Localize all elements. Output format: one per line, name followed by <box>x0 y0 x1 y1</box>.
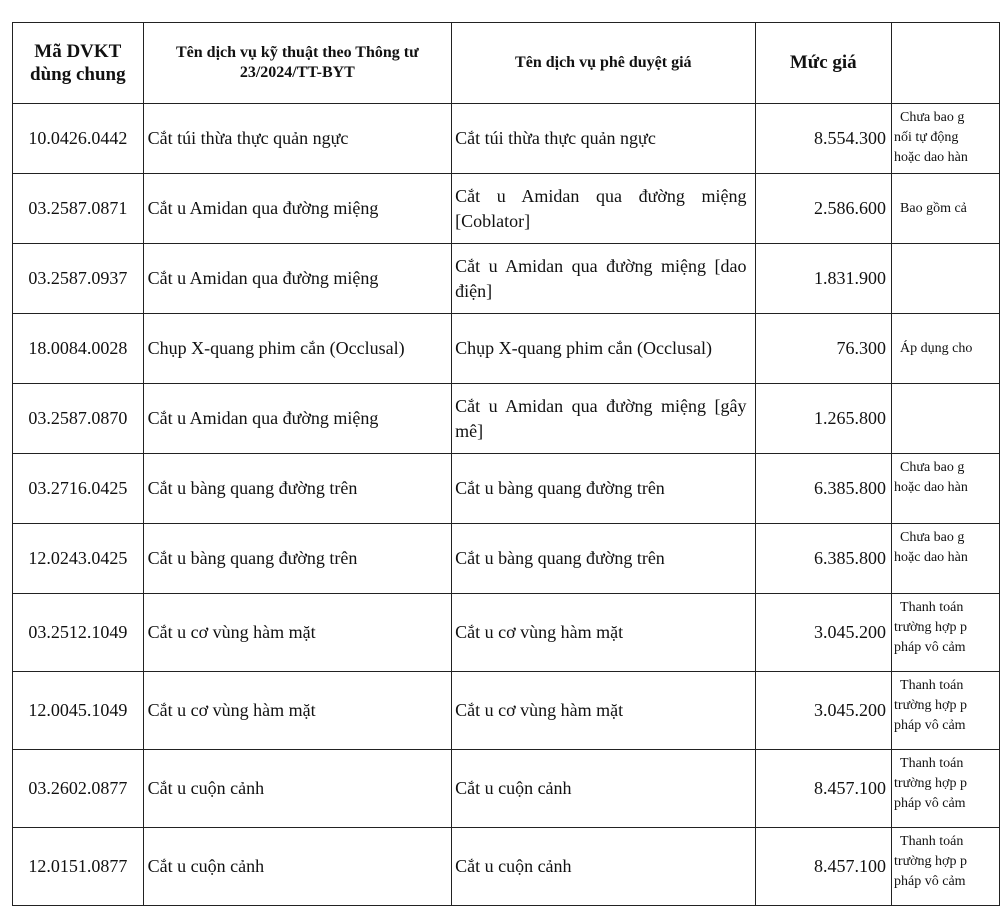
table-row <box>13 104 1000 174</box>
cell-approved-name: Cắt u Amidan qua đường miệng [dao điện] <box>452 244 755 314</box>
note-line: trường hợp p <box>894 698 967 713</box>
table-row <box>13 524 1000 594</box>
cell-circular-name: Cắt u bàng quang đường trên <box>143 454 451 524</box>
cell-circular-name: Cắt túi thừa thực quản ngực <box>143 104 451 174</box>
note-line: Chưa bao g <box>900 110 965 125</box>
note-line: Thanh toán <box>900 834 964 849</box>
cell-approved-name: Cắt u Amidan qua đường miệng [gây mê] <box>452 384 755 454</box>
cell-approved-name: Cắt u cuộn cảnh <box>452 750 755 828</box>
cell-note <box>892 828 1000 906</box>
note-line: pháp vô cảm <box>894 874 966 889</box>
cell-code: 03.2587.0937 <box>13 244 144 314</box>
cell-circular-name: Cắt u cơ vùng hàm mặt <box>143 672 451 750</box>
cell-price: 2.586.600 <box>755 174 892 244</box>
cell-note <box>892 454 1000 524</box>
cell-circular-name: Chụp X-quang phim cắn (Occlusal) <box>143 314 451 384</box>
cell-note <box>892 524 1000 594</box>
note-line: pháp vô cảm <box>894 796 966 811</box>
cell-price: 6.385.800 <box>755 454 892 524</box>
cell-approved-name: Cắt u Amidan qua đường miệng [Coblator] <box>452 174 755 244</box>
price-table <box>12 22 1000 906</box>
cell-price: 3.045.200 <box>755 594 892 672</box>
cell-price: 8.457.100 <box>755 750 892 828</box>
cell-price: 1.831.900 <box>755 244 892 314</box>
cell-circular-name: Cắt u cơ vùng hàm mặt <box>143 594 451 672</box>
note-line: hoặc dao hàn <box>894 150 968 165</box>
cell-approved-name: Cắt u bàng quang đường trên <box>452 454 755 524</box>
cell-code: 03.2716.0425 <box>13 454 144 524</box>
cell-price: 8.554.300 <box>755 104 892 174</box>
cell-approved-name: Cắt túi thừa thực quản ngực <box>452 104 755 174</box>
cell-note <box>892 750 1000 828</box>
cell-note <box>892 384 1000 454</box>
cell-code: 12.0045.1049 <box>13 672 144 750</box>
note-line: trường hợp p <box>894 620 967 635</box>
cell-approved-name: Cắt u cơ vùng hàm mặt <box>452 594 755 672</box>
table-row <box>13 314 1000 384</box>
note-line: Bao gồm cả <box>900 200 967 216</box>
cell-code: 03.2587.0870 <box>13 384 144 454</box>
table-row <box>13 750 1000 828</box>
cell-circular-name: Cắt u Amidan qua đường miệng <box>143 174 451 244</box>
cell-price: 3.045.200 <box>755 672 892 750</box>
cell-price: 76.300 <box>755 314 892 384</box>
note-line: Chưa bao g <box>900 530 965 545</box>
table-row <box>13 672 1000 750</box>
note-line: pháp vô cảm <box>894 640 966 655</box>
cell-circular-name: Cắt u bàng quang đường trên <box>143 524 451 594</box>
table-row <box>13 594 1000 672</box>
header-approved-name: Tên dịch vụ phê duyệt giá <box>452 23 755 104</box>
table-row <box>13 454 1000 524</box>
cell-approved-name: Cắt u bàng quang đường trên <box>452 524 755 594</box>
header-circular-name: Tên dịch vụ kỹ thuật theo Thông tư 23/2024/TT-BYT <box>143 23 451 104</box>
note-line: trường hợp p <box>894 776 967 791</box>
cell-circular-name: Cắt u cuộn cảnh <box>143 750 451 828</box>
cell-code: 12.0151.0877 <box>13 828 144 906</box>
note-line: hoặc dao hàn <box>894 550 968 565</box>
note-line: pháp vô cảm <box>894 718 966 733</box>
note-line: Chưa bao g <box>900 460 965 475</box>
header-row <box>13 23 1000 104</box>
note-line: nối tự động <box>894 130 959 145</box>
cell-code: 03.2512.1049 <box>13 594 144 672</box>
cell-price: 8.457.100 <box>755 828 892 906</box>
header-note <box>892 23 1000 104</box>
cell-note <box>892 594 1000 672</box>
cell-approved-name: Cắt u cuộn cảnh <box>452 828 755 906</box>
note-line: Áp dụng cho <box>900 340 973 356</box>
table-body <box>13 104 1000 906</box>
table-row <box>13 384 1000 454</box>
cell-circular-name: Cắt u Amidan qua đường miệng <box>143 244 451 314</box>
note-line: Thanh toán <box>900 600 964 615</box>
cell-price: 1.265.800 <box>755 384 892 454</box>
cell-approved-name: Chụp X-quang phim cắn (Occlusal) <box>452 314 755 384</box>
cell-circular-name: Cắt u Amidan qua đường miệng <box>143 384 451 454</box>
header-code: Mã DVKT dùng chung <box>13 23 144 104</box>
table-row <box>13 174 1000 244</box>
cell-code: 10.0426.0442 <box>13 104 144 174</box>
cell-circular-name: Cắt u cuộn cảnh <box>143 828 451 906</box>
cell-code: 03.2587.0871 <box>13 174 144 244</box>
table-row <box>13 244 1000 314</box>
note-line: trường hợp p <box>894 854 967 869</box>
cell-note <box>892 672 1000 750</box>
cell-note <box>892 244 1000 314</box>
note-line: Thanh toán <box>900 756 964 771</box>
cell-note <box>892 174 1000 244</box>
cell-price: 6.385.800 <box>755 524 892 594</box>
cell-note <box>892 104 1000 174</box>
table-row <box>13 828 1000 906</box>
cell-code: 18.0084.0028 <box>13 314 144 384</box>
note-line: Thanh toán <box>900 678 964 693</box>
cell-code: 12.0243.0425 <box>13 524 144 594</box>
cell-code: 03.2602.0877 <box>13 750 144 828</box>
note-line: hoặc dao hàn <box>894 480 968 495</box>
cell-approved-name: Cắt u cơ vùng hàm mặt <box>452 672 755 750</box>
header-price: Mức giá <box>755 23 892 104</box>
cell-note <box>892 314 1000 384</box>
